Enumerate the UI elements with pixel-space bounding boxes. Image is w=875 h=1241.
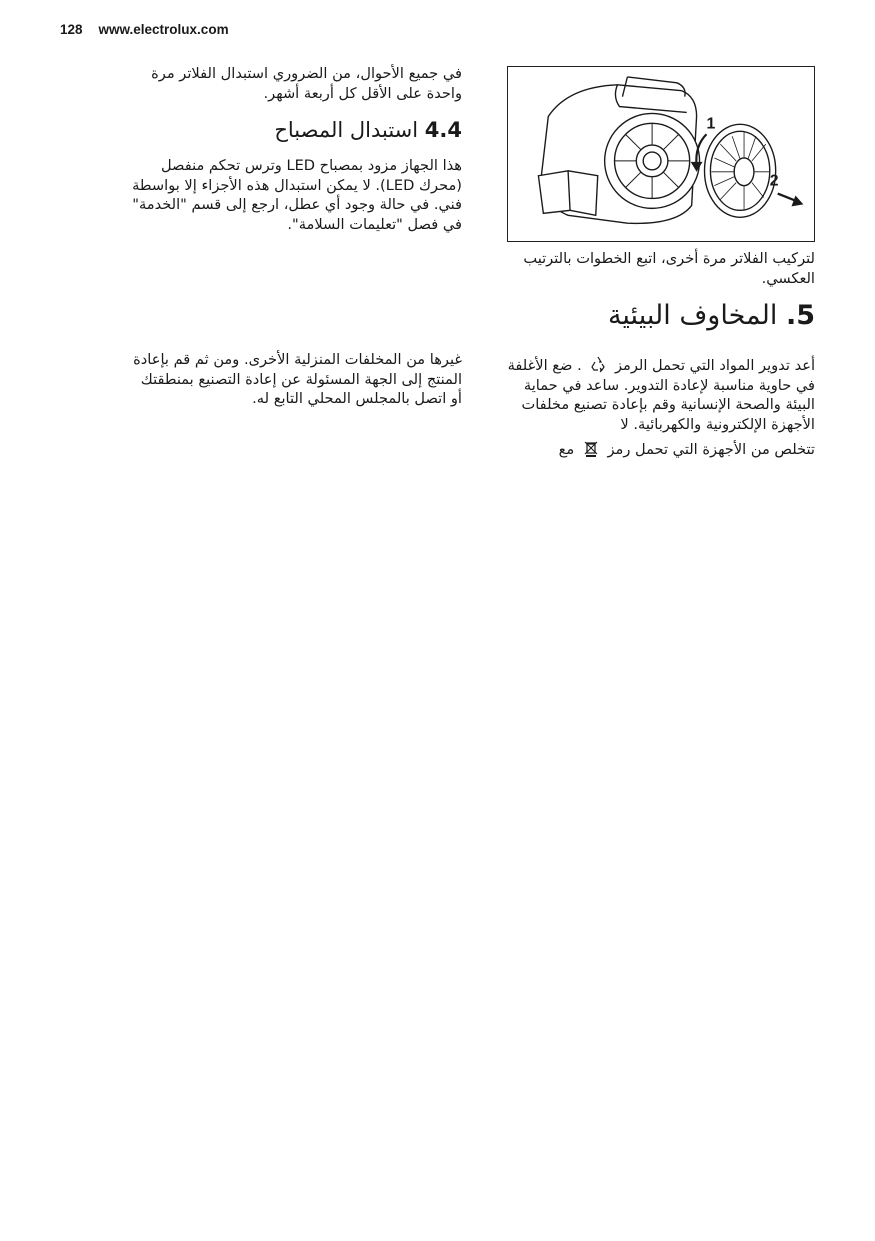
step-1-label: 1 bbox=[706, 115, 716, 133]
figure-caption: لتركيب الفلاتر مرة أخرى، اتبع الخطوات بالترتيب العكسي. bbox=[523, 250, 815, 287]
page-number: 128 bbox=[60, 22, 83, 37]
filter-removal-illustration bbox=[507, 66, 815, 242]
lamp-replacement-text: هذا الجهاز مزود بمصباح LED وترس تحكم منفصل (محرك LED). لا يمكن استبدال هذه الأجزاء إلا بواسطة فني. في حالة وجود أي عطل، ارجع إلى قسم "الخدمة" في فصل "تعليمات السلامة". bbox=[132, 157, 462, 233]
step-2-label: 2 bbox=[769, 172, 779, 190]
section-5-heading: 5. المخاوف البيئية bbox=[607, 300, 815, 331]
filter-replacement-text: في جميع الأحوال، من الضروري استبدال الفلاتر مرة واحدة على الأقل كل أربعة أشهر. bbox=[151, 65, 462, 102]
website-url[interactable]: www.electrolux.com bbox=[98, 22, 229, 37]
section-4-4-heading: 4.4 استبدال المصباح bbox=[274, 118, 462, 142]
recycling-text: أعد تدوير المواد التي تحمل الرمز . ضع الأغلفة في حاوية مناسبة لإعادة التدوير. ساعد في حماية البيئة والصحة الإنسانية وقم بإعادة تصنيع مخلفات الأجهزة الإلكترونية والكهربائية. لا تتخلص من الأجهزة التي تحمل رمز مع bbox=[507, 357, 815, 458]
crossed-bin-icon bbox=[582, 439, 600, 457]
household-waste-text: غيرها من المخلفات المنزلية الأخرى. ومن ثم قم بإعادة المنتج إلى الجهة المسئولة عن إعادة التصنيع بمنطقتك أو اتصل بالمجلس المحلي التابع له. bbox=[133, 351, 462, 407]
filter-diagram bbox=[508, 67, 814, 241]
recycle-icon bbox=[589, 355, 607, 373]
page-header bbox=[60, 22, 229, 37]
